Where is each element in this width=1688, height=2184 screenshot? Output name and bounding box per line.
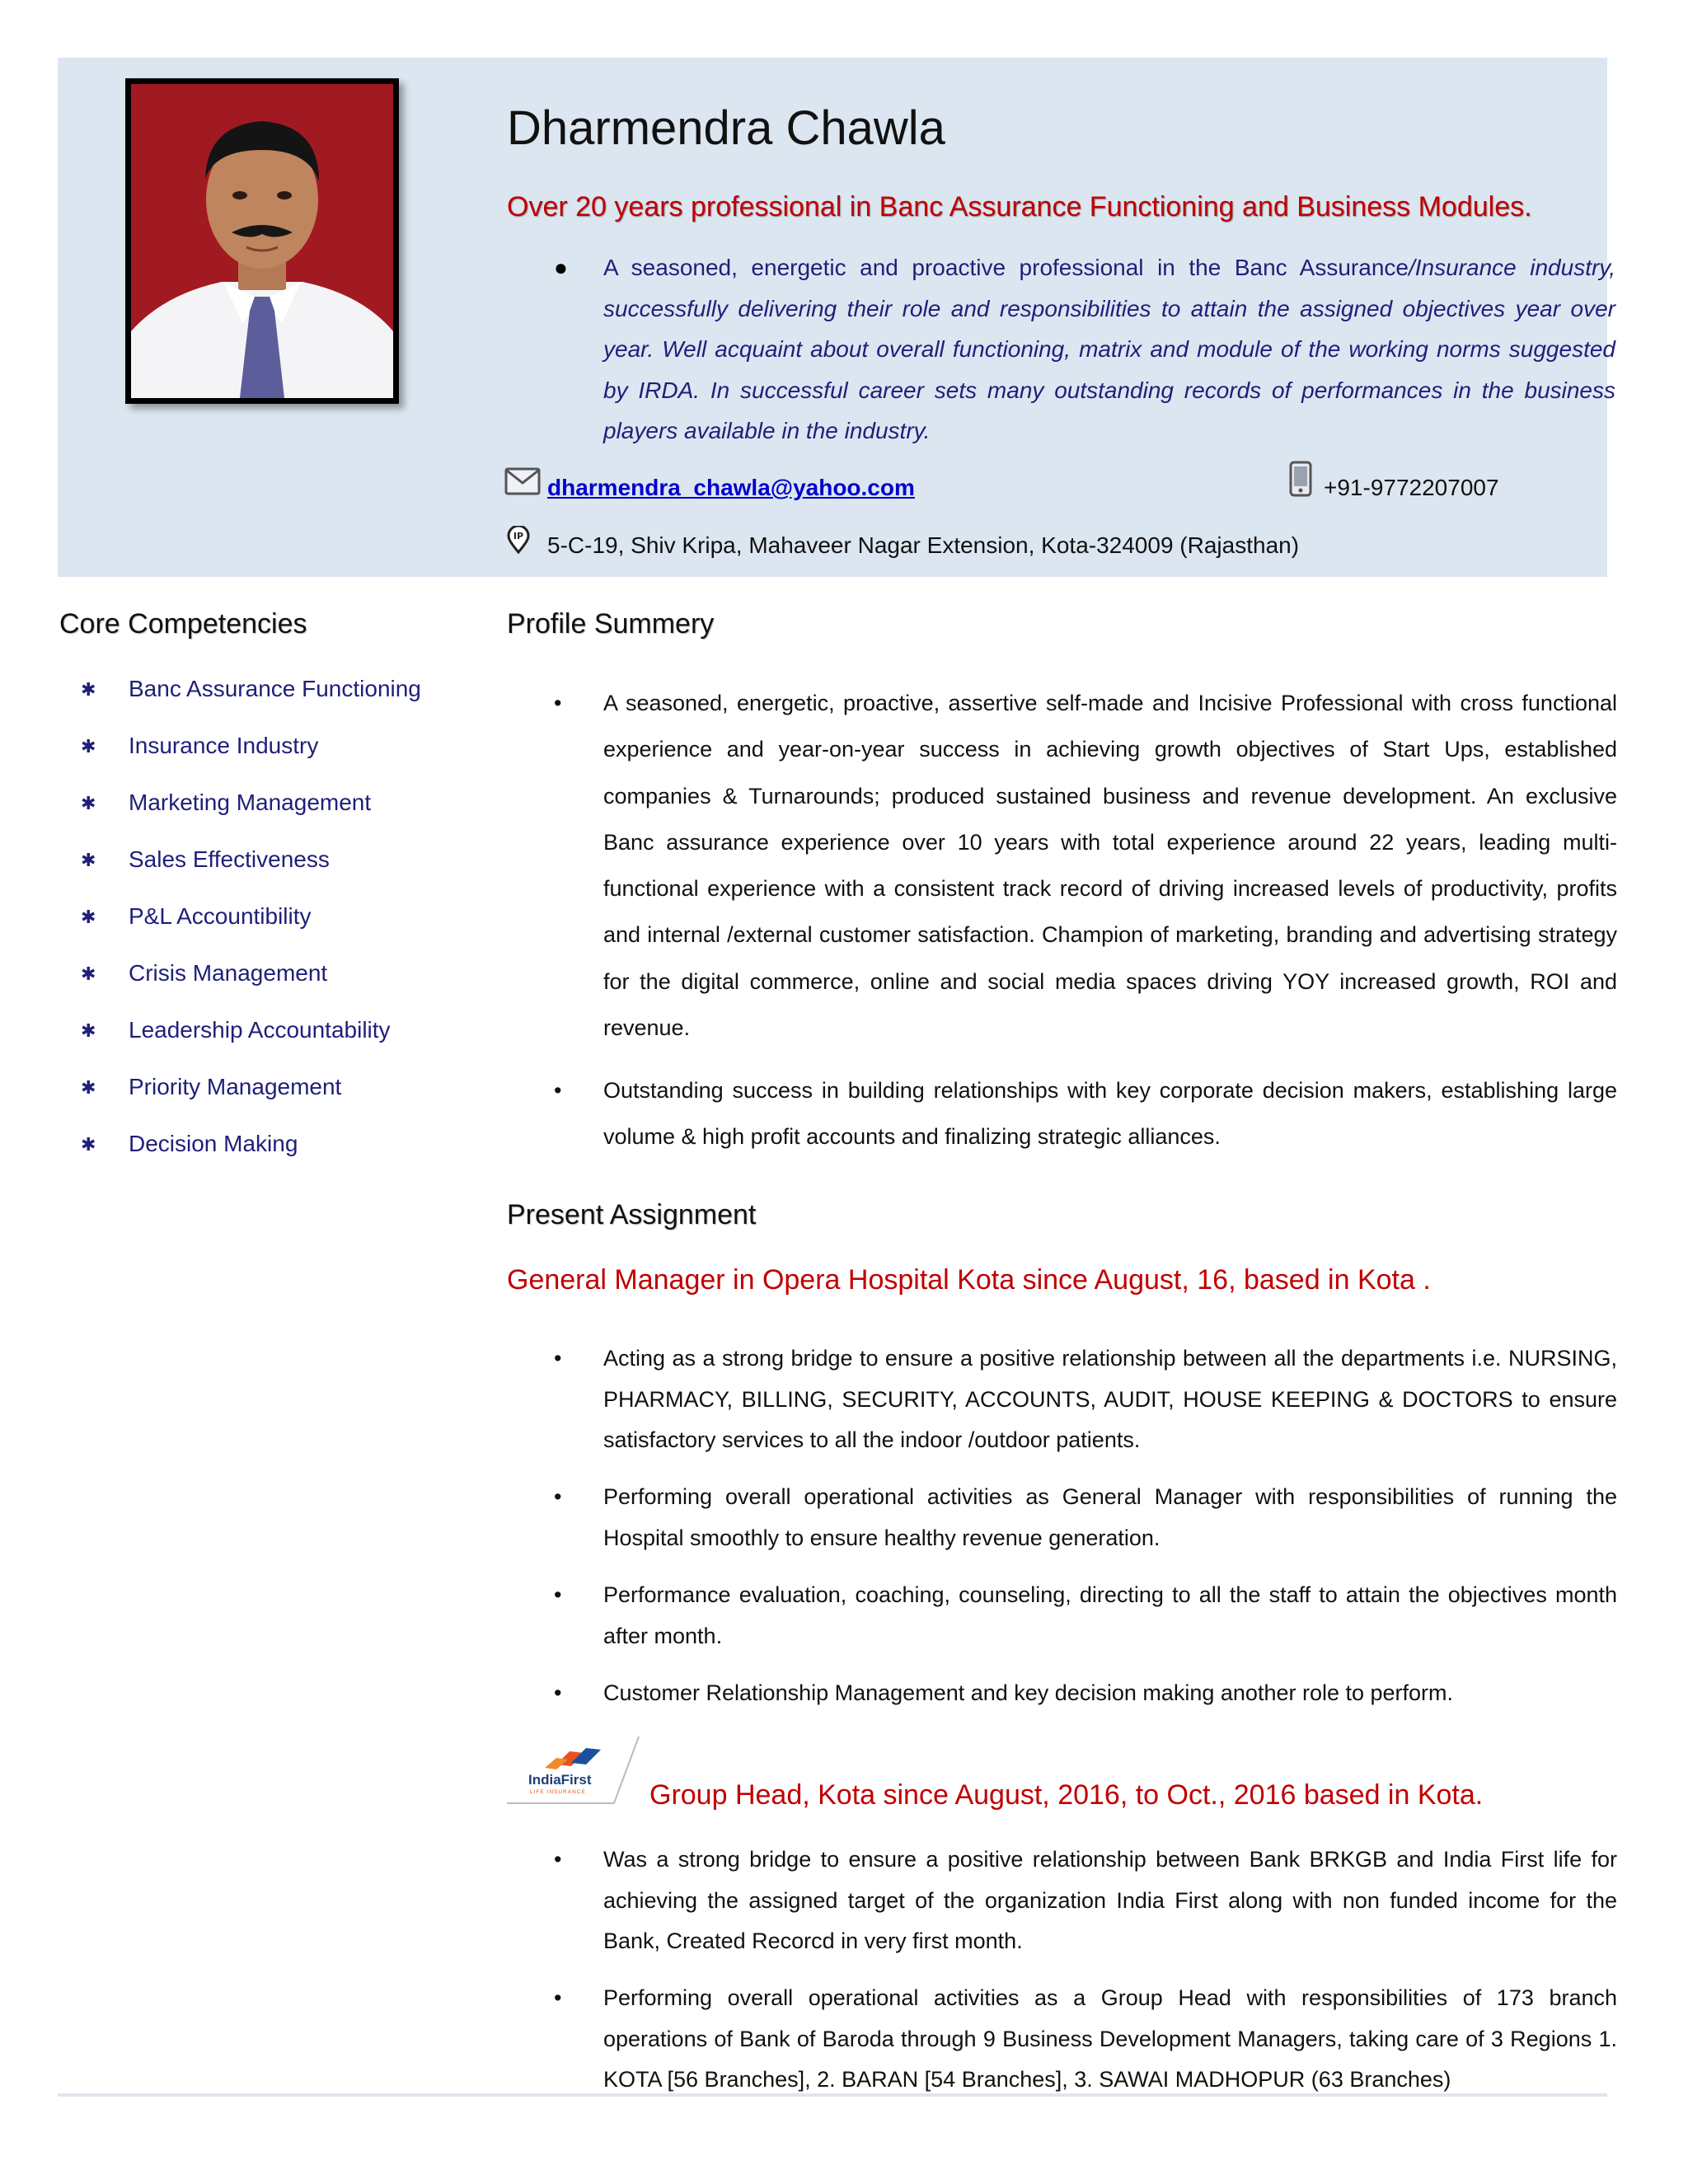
phone-number: +91-9772207007 (1324, 475, 1499, 500)
competency-label: P&L Accountibility (129, 903, 312, 929)
list-item (74, 1131, 486, 1188)
star-bullet-icon: ✱ (81, 1020, 96, 1041)
present-assignment-heading: Present Assignment (507, 1199, 757, 1230)
list-item (74, 960, 486, 1017)
competency-label: Marketing Management (129, 790, 372, 815)
list-item (74, 1017, 486, 1074)
previous-role-title: Group Head, Kota since August, 2016, to Oct., 2016 based in Kota. (649, 1779, 1484, 1811)
logo-subtext: LIFE INSURANCE (530, 1789, 586, 1795)
indiafirst-logo (507, 1735, 647, 1809)
intro-rest: /Insurance industry, successfully delivering their role and responsibilities to attain the assigned objectives year over year. Well acquaint about overall functioning, matrix and module of the working norms suggested by IRDA. In successful career sets many outstanding records of performances in the business players available in the industry. (603, 255, 1615, 443)
competency-label: Priority Management (129, 1074, 342, 1099)
competency-label: Crisis Management (129, 960, 328, 986)
list-item (74, 676, 486, 733)
list-item (74, 733, 486, 790)
bullet-dot: • (554, 1484, 562, 1509)
bullet-dot: • (554, 1346, 562, 1371)
star-bullet-icon: ✱ (81, 963, 96, 984)
list-item (74, 790, 486, 846)
postal-address: 5-C-19, Shiv Kripa, Mahaveer Nagar Extension, Kota-324009 (Rajasthan) (547, 532, 1300, 558)
bullet-dot: • (554, 1680, 562, 1705)
summary-paragraph: A seasoned, energetic, proactive, assertive self-made and Incisive Professional with cross functional experience and year-on-year success in achieving growth objectives of Start Ups, established companies & Turnarounds; produced sustained business and revenue development. An exclusive Banc assurance experience over 10 years with total experience around 22 years, leading multi-functional experience with a consistent track record of driving increased levels of productivity, profits and internal /external customer satisfaction. Champion of marketing, branding and advertising strategy for the digital commerce, online and social media spaces driving YOY increased growth, ROI and revenue. (603, 691, 1617, 1041)
list-item (74, 846, 486, 903)
star-bullet-icon: ✱ (81, 793, 96, 813)
email-link[interactable]: dharmendra_chawla@yahoo.com (547, 475, 915, 500)
star-bullet-icon: ✱ (81, 679, 96, 700)
intro-bullet-dot: ● (554, 255, 568, 280)
bullet-dot: • (554, 1582, 562, 1607)
previous-role-paragraph: Performing overall operational activities as a Group Head with responsibilities of 173 branch operations of Bank of Baroda through 9 Business Development Managers, taking care of 3 Regions 1. KOTA [56 Branches], 2. BARAN [54 Branches], 3. SAWAI MADHOPUR (63 Branches) (603, 1985, 1617, 2092)
profile-summary-heading: Profile Summery (507, 608, 715, 640)
bullet-dot: • (554, 691, 562, 715)
star-bullet-icon: ✱ (81, 736, 96, 757)
svg-text:IP: IP (513, 531, 524, 541)
star-bullet-icon: ✱ (81, 1077, 96, 1098)
competency-label: Sales Effectiveness (129, 846, 330, 872)
competency-label: Decision Making (129, 1131, 298, 1156)
bullet-dot: • (554, 1078, 562, 1103)
assignment-paragraph: Acting as a strong bridge to ensure a positive relationship between all the departments i.e. NURSING, PHARMACY, BILLING, SECURITY, ACCOUNTS, AUDIT, HOUSE KEEPING & DOCTORS to ensure satisfactory services to all the indoor /outdoor patients. (603, 1346, 1617, 1452)
assignment-paragraph: Performance evaluation, coaching, counseling, directing to all the staff to attain the objectives month after month. (603, 1582, 1617, 1648)
profile-photo (125, 78, 399, 404)
assignment-paragraph: Performing overall operational activities as General Manager with responsibilities of running the Hospital smoothly to ensure healthy revenue generation. (603, 1484, 1617, 1550)
bullet-dot: • (554, 1847, 562, 1872)
star-bullet-icon: ✱ (81, 907, 96, 927)
core-competencies-heading: Core Competencies (59, 608, 307, 640)
competency-list (74, 676, 486, 1188)
competency-label: Insurance Industry (129, 733, 319, 758)
location-pin-icon (506, 526, 531, 558)
current-role-title: General Manager in Opera Hospital Kota since August, 16, based in Kota . (507, 1264, 1431, 1296)
list-item (74, 903, 486, 960)
list-item (74, 1074, 486, 1131)
competency-label: Banc Assurance Functioning (129, 676, 421, 701)
email-row (547, 475, 915, 501)
intro-paragraph (603, 247, 1615, 452)
assignment-paragraph: Customer Relationship Management and key decision making another role to perform. (603, 1680, 1454, 1705)
previous-role-paragraph: Was a strong bridge to ensure a positive relationship between Bank BRKGB and India First life for achieving the assigned target of the organization India First along with non funded income for the Bank, Created Recorcd in very first month. (603, 1847, 1617, 1953)
mobile-phone-icon (1289, 461, 1312, 501)
logo-wordmark: IndiaFirst (528, 1772, 592, 1788)
candidate-name: Dharmendra Chawla (507, 101, 945, 155)
professional-tagline: Over 20 years professional in Banc Assurance Functioning and Business Modules. (507, 191, 1532, 223)
star-bullet-icon: ✱ (81, 850, 96, 870)
bullet-dot: • (554, 1985, 562, 2010)
star-bullet-icon: ✱ (81, 1134, 96, 1155)
envelope-icon (504, 467, 541, 499)
intro-lead: A seasoned, energetic and proactive professional in the Banc Assurance (603, 255, 1409, 280)
summary-paragraph: Outstanding success in building relationships with key corporate decision makers, establishing large volume & high profit accounts and finalizing strategic alliances. (603, 1078, 1617, 1150)
bottom-divider (58, 2093, 1607, 2097)
competency-label: Leadership Accountability (129, 1017, 391, 1043)
